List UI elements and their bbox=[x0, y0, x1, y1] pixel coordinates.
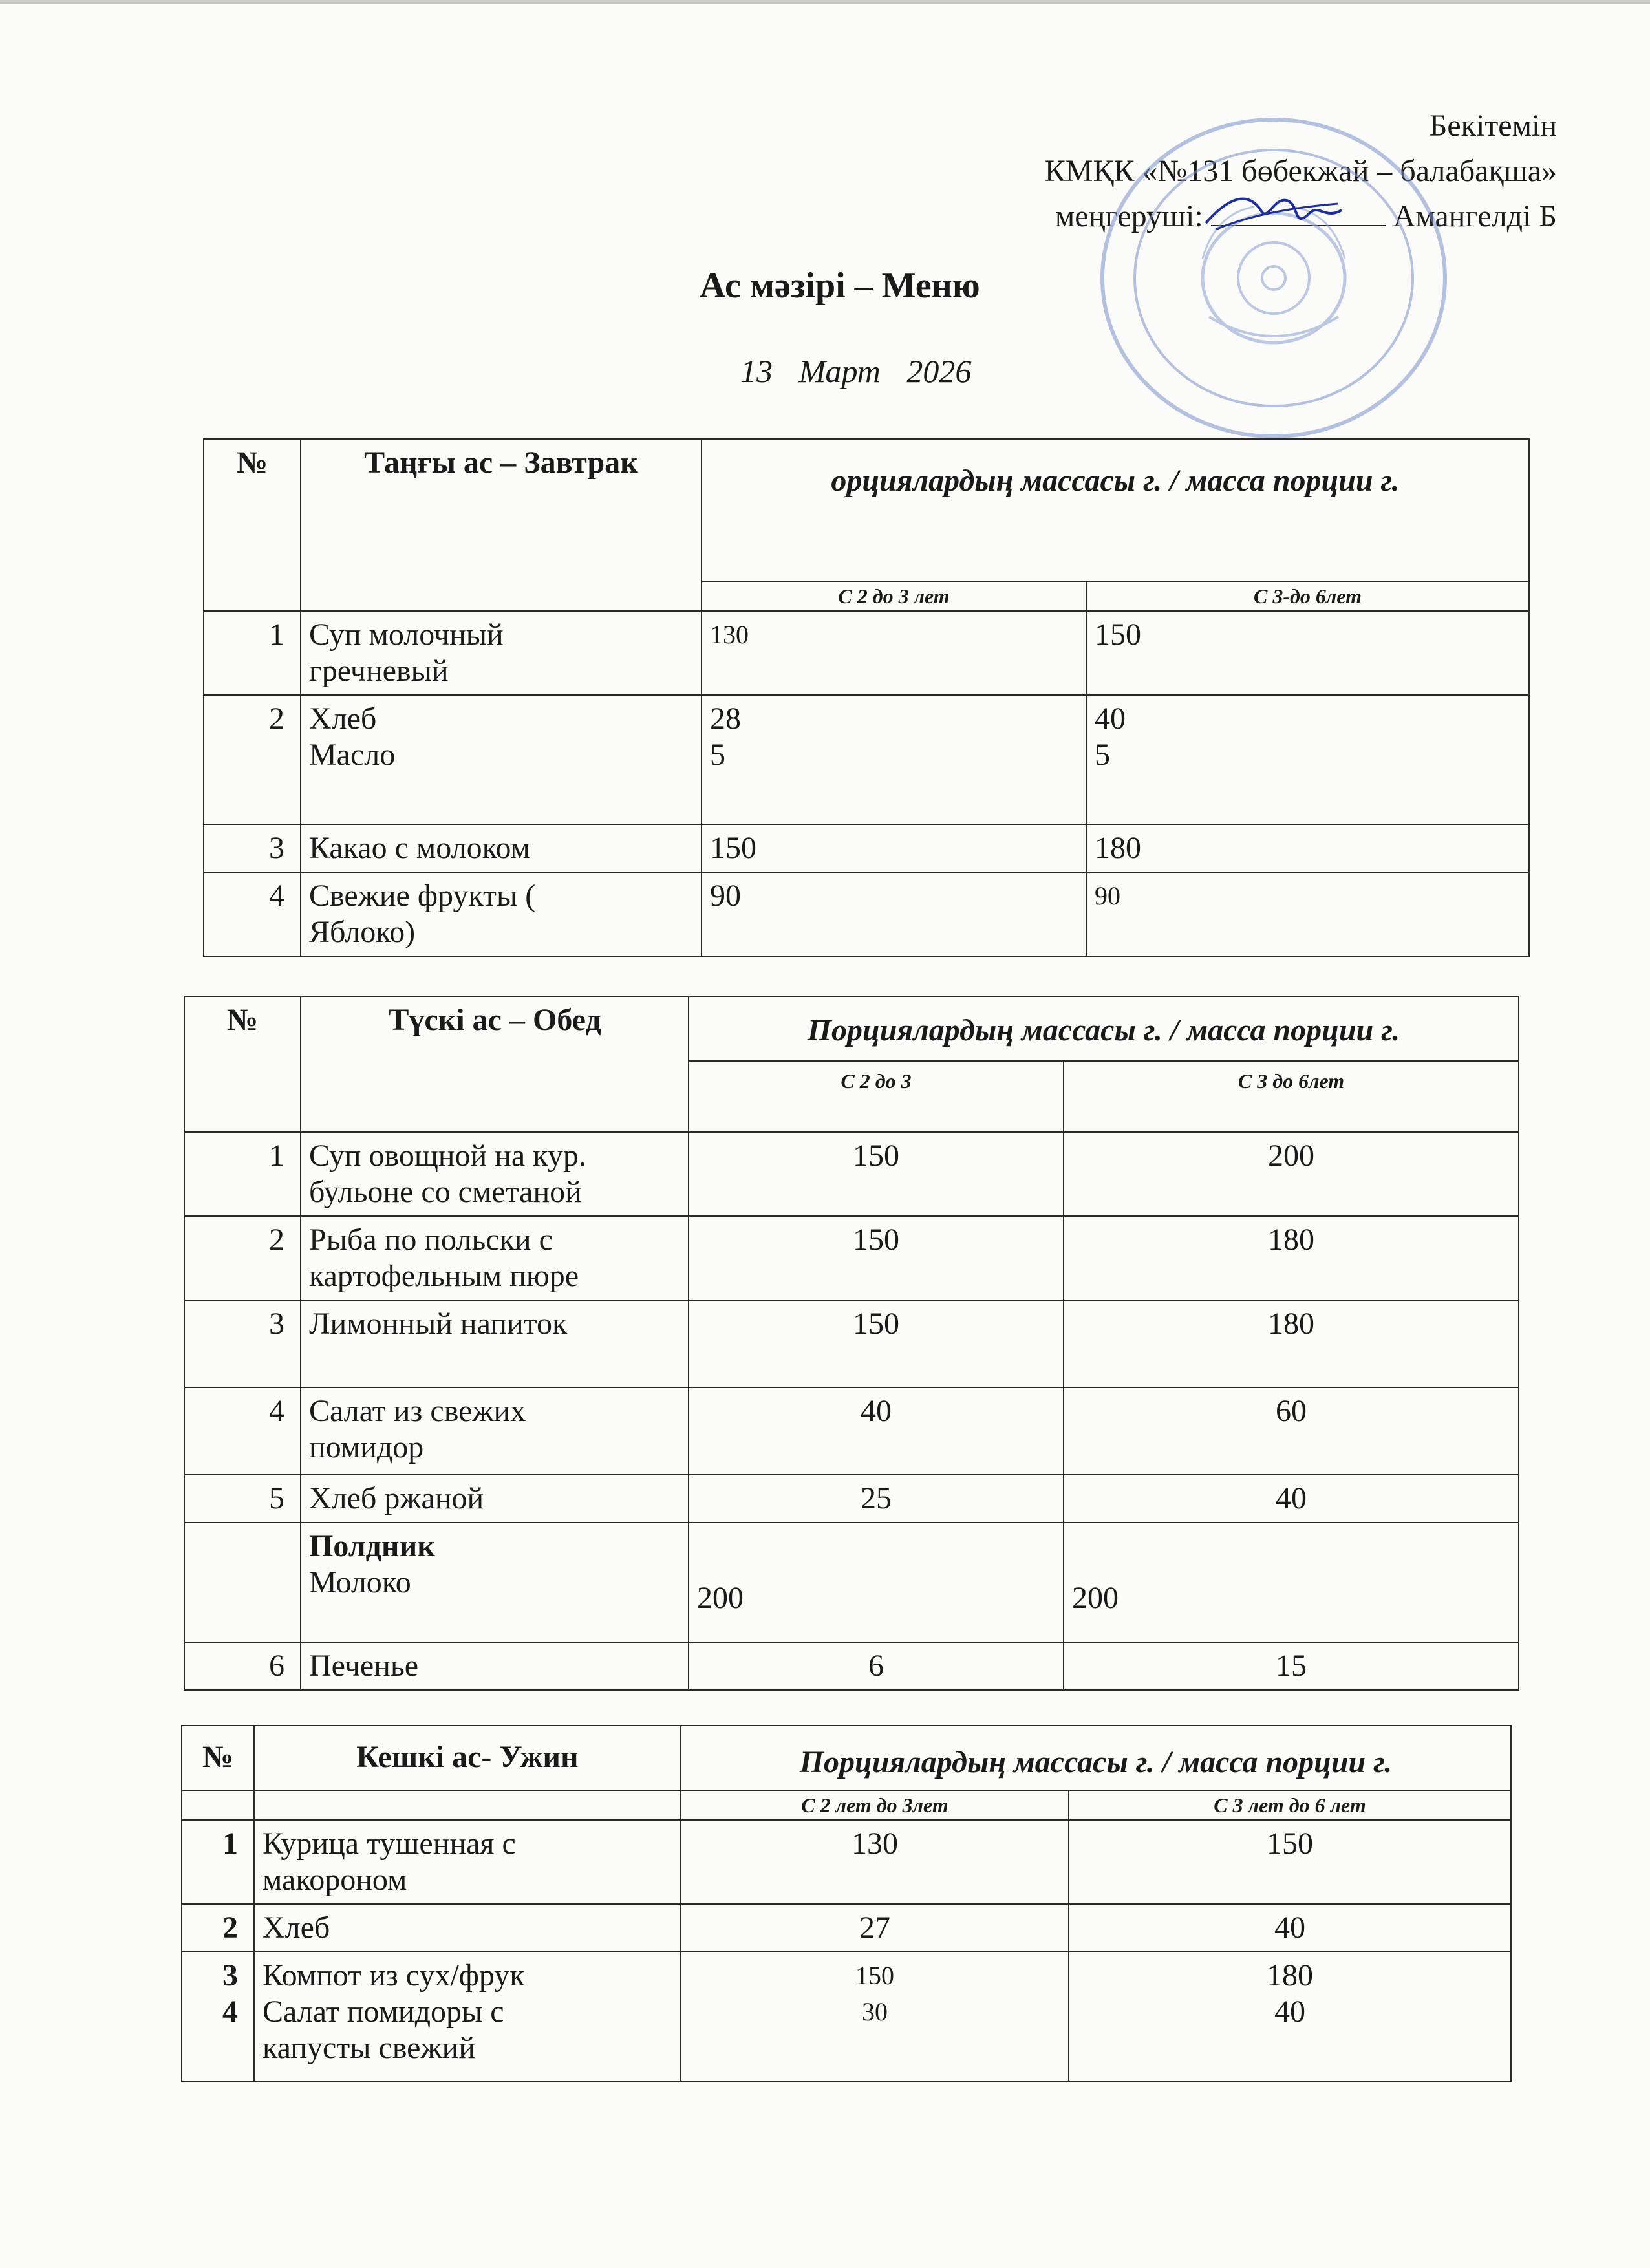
lunch-table bbox=[184, 996, 1519, 1691]
lunch-col-num: № bbox=[184, 996, 301, 1132]
dish-name bbox=[254, 1820, 681, 1904]
mass-value: 90 bbox=[1095, 881, 1120, 910]
dish-name bbox=[301, 1300, 689, 1387]
official-stamp bbox=[1093, 110, 1455, 446]
mass-age-a: 6 bbox=[689, 1642, 1064, 1690]
mass-value: 150 bbox=[1267, 1826, 1313, 1861]
dish-line: Хлеб bbox=[309, 701, 377, 736]
mass-age-a: 200 bbox=[689, 1523, 1064, 1642]
row-number: 4 bbox=[184, 1387, 301, 1475]
mass-age-b: 60 bbox=[1064, 1387, 1519, 1475]
dish-name bbox=[254, 1952, 681, 2081]
dinner-table bbox=[181, 1725, 1512, 2082]
breakfast-col-meal: Таңғы ас – Завтрак bbox=[301, 439, 702, 611]
mass-age-b: 40 bbox=[1064, 1475, 1519, 1523]
table-row bbox=[204, 824, 1529, 872]
mass-value: 5 bbox=[1095, 738, 1110, 772]
mass-age-b: 15 bbox=[1064, 1642, 1519, 1690]
mass-value: 40 bbox=[1274, 1910, 1305, 1945]
mass-age-b bbox=[1069, 1820, 1511, 1904]
dinner-sub-age-b: С 3 лет до 6 лет bbox=[1069, 1790, 1511, 1820]
lunch-col-mass: Порциялардың массасы г. / масса порции г. bbox=[689, 996, 1519, 1061]
row-number: 2 bbox=[204, 695, 301, 824]
mass-age-a bbox=[702, 611, 1086, 695]
dish-name bbox=[301, 872, 702, 956]
mass-value: 180 bbox=[1095, 831, 1141, 865]
mass-age-a bbox=[702, 824, 1086, 872]
date-year: 2026 bbox=[906, 353, 972, 389]
dish-name bbox=[301, 611, 702, 695]
mass-value: 180 bbox=[1267, 1958, 1313, 1993]
mass-value: 40 bbox=[1274, 1995, 1305, 2029]
dish-name bbox=[301, 1132, 689, 1216]
lunch-sub-age-b: С 3 до 6лет bbox=[1064, 1061, 1519, 1132]
snack-title: Полдник bbox=[309, 1529, 435, 1563]
dish-line: Суп молочный bbox=[309, 617, 504, 652]
mass-age-a bbox=[681, 1820, 1069, 1904]
dish-line: капусты свежий bbox=[262, 2031, 476, 2065]
mass-age-a bbox=[681, 1952, 1069, 2081]
row-number: 6 bbox=[184, 1642, 301, 1690]
row-number-value: 4 bbox=[222, 1995, 238, 2029]
dish-line: Салат из свежих bbox=[309, 1394, 526, 1428]
dish-name bbox=[301, 1216, 689, 1300]
dish-line: Суп овощной на кур. bbox=[309, 1139, 586, 1173]
dish-line: Масло bbox=[309, 738, 396, 772]
mass-age-a: 150 bbox=[689, 1216, 1064, 1300]
table-row bbox=[204, 695, 1529, 824]
table-row bbox=[204, 872, 1529, 956]
breakfast-sub-age-b: С 3-до 6лет bbox=[1086, 581, 1529, 611]
mass-age-a: 40 bbox=[689, 1387, 1064, 1475]
dinner-col-meal: Кешкі ас- Ужин bbox=[254, 1726, 681, 1790]
mass-age-b bbox=[1086, 611, 1529, 695]
table-row bbox=[182, 1904, 1511, 1952]
dish-line: Молоко bbox=[309, 1565, 411, 1599]
dinner-sub-age-a: С 2 лет до 3лет bbox=[681, 1790, 1069, 1820]
row-number: 3 bbox=[184, 1300, 301, 1387]
dish-name bbox=[301, 1387, 689, 1475]
row-number bbox=[182, 1904, 254, 1952]
mass-age-a: 150 bbox=[689, 1132, 1064, 1216]
mass-age-b bbox=[1086, 824, 1529, 872]
table-row bbox=[184, 1300, 1519, 1387]
dish-line: помидор bbox=[309, 1430, 424, 1464]
dish-line: гречневый bbox=[309, 654, 449, 688]
row-number-value: 3 bbox=[222, 1958, 238, 1993]
date-day: 13 bbox=[740, 353, 773, 389]
table-row bbox=[184, 1216, 1519, 1300]
scan-edge bbox=[0, 0, 1650, 4]
mass-value: 40 bbox=[1095, 701, 1126, 736]
row-number: 1 bbox=[184, 1132, 301, 1216]
approval-line-2: КМҚК «№131 бөбекжай – балабақша» bbox=[1044, 154, 1557, 188]
dish-line: Салат помидоры с bbox=[262, 1995, 504, 2029]
mass-age-a: 25 bbox=[689, 1475, 1064, 1523]
breakfast-col-num: № bbox=[204, 439, 301, 611]
lunch-col-meal: Түскі ас – Обед bbox=[301, 996, 689, 1132]
dish-line: Рыба по польски с bbox=[309, 1223, 553, 1257]
table-row bbox=[182, 1952, 1511, 2081]
table-row bbox=[204, 611, 1529, 695]
dish-line: Хлеб ржаной bbox=[309, 1481, 484, 1515]
signature bbox=[1203, 184, 1345, 242]
dish-name: Печенье bbox=[301, 1642, 689, 1690]
mass-age-a: 150 bbox=[689, 1300, 1064, 1387]
row-number bbox=[182, 1952, 254, 2081]
table-row bbox=[182, 1820, 1511, 1904]
table-row bbox=[184, 1387, 1519, 1475]
snack-row bbox=[184, 1523, 1519, 1642]
mass-value: 130 bbox=[852, 1826, 898, 1861]
dish-line: Какао с молоком bbox=[309, 831, 530, 865]
dish-name bbox=[301, 695, 702, 824]
dinner-col-num: № bbox=[182, 1726, 254, 1790]
breakfast-table bbox=[203, 438, 1530, 957]
date-month: Март bbox=[798, 353, 881, 389]
mass-value: 150 bbox=[855, 1961, 894, 1990]
mass-age-a bbox=[681, 1904, 1069, 1952]
approval-role: меңгеруші: bbox=[1055, 199, 1203, 233]
row-number bbox=[184, 1523, 301, 1642]
breakfast-col-mass: орциялардың массасы г. / масса порции г. bbox=[702, 439, 1529, 581]
mass-value: 150 bbox=[1095, 617, 1141, 652]
approval-line-1: Бекітемін bbox=[1429, 109, 1557, 143]
dish-name bbox=[301, 824, 702, 872]
dish-name bbox=[301, 1523, 689, 1642]
row-number bbox=[182, 1820, 254, 1904]
table-row bbox=[184, 1475, 1519, 1523]
approval-name: Амангелді Б bbox=[1393, 199, 1557, 233]
mass-age-b: 180 bbox=[1064, 1216, 1519, 1300]
dish-line: Компот из сух/фрук bbox=[262, 1958, 525, 1993]
mass-age-a bbox=[702, 872, 1086, 956]
row-number: 3 bbox=[204, 824, 301, 872]
mass-value: 130 bbox=[710, 620, 749, 649]
mass-value: 30 bbox=[862, 1997, 888, 2026]
dish-line: Лимонный напиток bbox=[309, 1307, 568, 1341]
mass-age-b: 200 bbox=[1064, 1523, 1519, 1642]
table-row bbox=[184, 1132, 1519, 1216]
mass-value: 5 bbox=[710, 738, 725, 772]
dish-line: Яблоко) bbox=[309, 915, 416, 949]
dish-line: Хлеб bbox=[262, 1910, 330, 1945]
row-number: 4 bbox=[204, 872, 301, 956]
mass-age-b bbox=[1086, 872, 1529, 956]
dinner-col-mass: Порциялардың массасы г. / масса порции г. bbox=[681, 1726, 1511, 1790]
lunch-sub-age-a: С 2 до 3 bbox=[689, 1061, 1064, 1132]
mass-age-a bbox=[702, 695, 1086, 824]
row-number-value: 1 bbox=[222, 1826, 238, 1861]
mass-value: 27 bbox=[859, 1910, 890, 1945]
mass-age-b bbox=[1069, 1904, 1511, 1952]
row-number: 5 bbox=[184, 1475, 301, 1523]
dish-line: макороном bbox=[262, 1863, 407, 1897]
breakfast-sub-age-a: С 2 до 3 лет bbox=[702, 581, 1086, 611]
mass-age-b bbox=[1086, 695, 1529, 824]
dish-line: бульоне со сметаной bbox=[309, 1175, 582, 1209]
mass-age-b: 200 bbox=[1064, 1132, 1519, 1216]
row-number: 1 bbox=[204, 611, 301, 695]
dish-line: Курица тушенная с bbox=[262, 1826, 516, 1861]
mass-value: 28 bbox=[710, 701, 741, 736]
row-number-value: 2 bbox=[222, 1910, 238, 1945]
dinner-sub-empty bbox=[254, 1790, 681, 1820]
dish-name bbox=[301, 1475, 689, 1523]
mass-age-b: 180 bbox=[1064, 1300, 1519, 1387]
dish-name bbox=[254, 1904, 681, 1952]
dish-line: Свежие фрукты ( bbox=[309, 879, 536, 913]
menu-date bbox=[740, 352, 989, 390]
mass-age-b bbox=[1069, 1952, 1511, 2081]
mass-value: 150 bbox=[710, 831, 756, 865]
dish-line: картофельным пюре bbox=[309, 1259, 579, 1293]
document-title: Ас мәзірі – Меню bbox=[700, 266, 980, 306]
dinner-sub-empty bbox=[182, 1790, 254, 1820]
mass-value: 90 bbox=[710, 879, 741, 913]
table-row bbox=[184, 1642, 1519, 1690]
row-number: 2 bbox=[184, 1216, 301, 1300]
